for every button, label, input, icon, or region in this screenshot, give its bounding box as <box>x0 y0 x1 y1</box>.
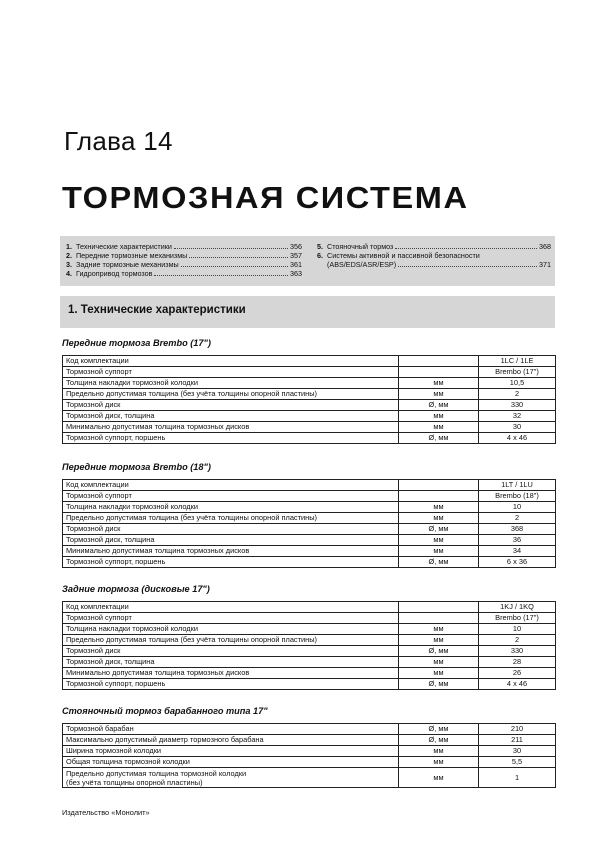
row-label: Тормозной диск <box>63 400 399 411</box>
row-label <box>63 768 399 788</box>
table-row <box>63 668 556 679</box>
toc-item[interactable] <box>317 242 551 251</box>
row-label: Тормозной суппорт <box>63 367 399 378</box>
toc-num: 5. <box>317 242 323 251</box>
row-label: Тормозной суппорт, поршень <box>63 679 399 690</box>
row-unit: Ø, мм <box>399 557 479 568</box>
toc-item[interactable] <box>66 251 302 260</box>
toc-column-right <box>317 242 551 269</box>
row-value: 1LC / 1LE <box>479 356 556 367</box>
toc-num: 4. <box>66 269 72 278</box>
row-value: 32 <box>479 411 556 422</box>
row-value: Brembo (17") <box>479 367 556 378</box>
row-value: 211 <box>479 735 556 746</box>
publisher-footer: Издательство «Монолит» <box>62 808 150 817</box>
toc-num: 1. <box>66 242 72 251</box>
row-unit: мм <box>399 389 479 400</box>
row-label: Предельно допустимая толщина (без учёта толщины опорной пластины) <box>63 635 399 646</box>
toc-text: Гидропривод тормозов <box>76 269 153 278</box>
row-value: 6 x 36 <box>479 557 556 568</box>
row-value: 30 <box>479 746 556 757</box>
toc-leader <box>174 248 288 249</box>
row-unit: мм <box>399 624 479 635</box>
row-value: 26 <box>479 668 556 679</box>
row-unit: мм <box>399 535 479 546</box>
row-label: Тормозной барабан <box>63 724 399 735</box>
row-unit: Ø, мм <box>399 735 479 746</box>
row-value: 2 <box>479 513 556 524</box>
toc-leader <box>395 248 537 249</box>
table-row <box>63 502 556 513</box>
row-label: Тормозной суппорт, поршень <box>63 557 399 568</box>
row-value: 5,5 <box>479 757 556 768</box>
table-row <box>63 513 556 524</box>
table-row <box>63 480 556 491</box>
toc-num: 2. <box>66 251 72 260</box>
row-value: 34 <box>479 546 556 557</box>
row-value: 1 <box>479 768 556 788</box>
row-unit: мм <box>399 768 479 788</box>
row-label: Тормозной суппорт <box>63 491 399 502</box>
row-label: Толщина накладки тормозной колодки <box>63 378 399 389</box>
toc-num: 3. <box>66 260 72 269</box>
toc-text: (ABS/EDS/ASR/ESP) <box>327 260 397 269</box>
table-row <box>63 735 556 746</box>
row-value: 330 <box>479 646 556 657</box>
row-value: 36 <box>479 535 556 546</box>
table-row <box>63 613 556 624</box>
spec-table <box>62 723 556 788</box>
row-unit: мм <box>399 635 479 646</box>
table-row <box>63 657 556 668</box>
row-unit: мм <box>399 513 479 524</box>
toc-num: 6. <box>317 251 323 260</box>
row-value: 2 <box>479 389 556 400</box>
toc-page: 357 <box>290 251 302 260</box>
table-row <box>63 524 556 535</box>
row-value: 10 <box>479 502 556 513</box>
spec-table <box>62 479 556 568</box>
row-label: Предельно допустимая толщина (без учёта толщины опорной пластины) <box>63 389 399 400</box>
row-label: Тормозной диск, толщина <box>63 411 399 422</box>
table-row <box>63 624 556 635</box>
toc-item[interactable] <box>66 269 302 278</box>
toc-page: 363 <box>290 269 302 278</box>
toc-page: 356 <box>290 242 302 251</box>
table-of-contents <box>60 236 555 286</box>
row-unit: мм <box>399 422 479 433</box>
chapter-label: Глава 14 <box>64 126 173 156</box>
row-value: 10 <box>479 624 556 635</box>
table-row <box>63 400 556 411</box>
table-row <box>63 646 556 657</box>
row-label: Минимально допустимая толщина тормозных дисков <box>63 668 399 679</box>
row-label: Толщина накладки тормозной колодки <box>63 502 399 513</box>
row-unit: Ø, мм <box>399 679 479 690</box>
toc-leader <box>181 266 288 267</box>
row-label-line1: Предельно допустимая толщина тормозной колодки <box>66 768 247 778</box>
row-label-line2: (без учёта толщины опорной пластины) <box>66 777 203 787</box>
table-heading: Передние тормоза Brembo (18") <box>62 462 211 472</box>
table-row <box>63 491 556 502</box>
row-unit: мм <box>399 546 479 557</box>
table-row <box>63 757 556 768</box>
row-unit: мм <box>399 657 479 668</box>
row-label: Тормозной диск, толщина <box>63 657 399 668</box>
toc-text: Передние тормозные механизмы <box>76 251 188 260</box>
row-unit: мм <box>399 757 479 768</box>
row-label: Общая толщина тормозной колодки <box>63 757 399 768</box>
row-label: Код комплектации <box>63 602 399 613</box>
toc-item-continuation[interactable] <box>317 260 551 269</box>
row-unit <box>399 613 479 624</box>
row-unit: Ø, мм <box>399 433 479 444</box>
row-unit <box>399 602 479 613</box>
row-value: 4 x 46 <box>479 679 556 690</box>
row-label: Код комплектации <box>63 356 399 367</box>
toc-text: Задние тормозные механизмы <box>76 260 179 269</box>
toc-text: Системы активной и пассивной безопасности <box>327 251 480 260</box>
table-row <box>63 546 556 557</box>
table-row <box>63 635 556 646</box>
table-row <box>63 557 556 568</box>
row-unit: мм <box>399 746 479 757</box>
row-unit: мм <box>399 411 479 422</box>
row-label: Предельно допустимая толщина (без учёта толщины опорной пластины) <box>63 513 399 524</box>
row-unit <box>399 367 479 378</box>
table-row <box>63 746 556 757</box>
toc-text: Стояночный тормоз <box>327 242 394 251</box>
row-unit: мм <box>399 502 479 513</box>
table-row <box>63 422 556 433</box>
toc-page: 368 <box>539 242 551 251</box>
row-label: Ширина тормозной колодки <box>63 746 399 757</box>
row-unit <box>399 356 479 367</box>
table-row <box>63 378 556 389</box>
row-label: Код комплектации <box>63 480 399 491</box>
page-title: ТОРМОЗНАЯ СИСТЕМА <box>62 180 469 215</box>
table-row <box>63 411 556 422</box>
row-value: 30 <box>479 422 556 433</box>
spec-table <box>62 355 556 444</box>
row-value: 330 <box>479 400 556 411</box>
spec-table <box>62 601 556 690</box>
section-title: 1. Технические характеристики <box>68 304 246 316</box>
toc-column-left <box>66 242 302 278</box>
row-value: Brembo (18") <box>479 491 556 502</box>
row-value: 1LT / 1LU <box>479 480 556 491</box>
row-label: Тормозной диск, толщина <box>63 535 399 546</box>
row-value: 4 x 46 <box>479 433 556 444</box>
table-row <box>63 356 556 367</box>
row-label: Максимально допустимый диаметр тормозного барабана <box>63 735 399 746</box>
row-label: Тормозной суппорт, поршень <box>63 433 399 444</box>
toc-leader <box>189 257 288 258</box>
row-label: Тормозной диск <box>63 524 399 535</box>
table-row <box>63 724 556 735</box>
row-value: 2 <box>479 635 556 646</box>
table-row <box>63 433 556 444</box>
table-row <box>63 602 556 613</box>
table-row <box>63 768 556 788</box>
toc-page: 361 <box>290 260 302 269</box>
table-row <box>63 367 556 378</box>
row-value: Brembo (17") <box>479 613 556 624</box>
row-value: 10,5 <box>479 378 556 389</box>
toc-item[interactable] <box>66 242 302 251</box>
row-unit: мм <box>399 378 479 389</box>
row-label: Тормозной диск <box>63 646 399 657</box>
row-unit <box>399 491 479 502</box>
row-value: 1KJ / 1KQ <box>479 602 556 613</box>
table-heading: Задние тормоза (дисковые 17") <box>62 584 210 594</box>
row-value: 368 <box>479 524 556 535</box>
table-heading: Стояночный тормоз барабанного типа 17" <box>62 706 268 716</box>
row-value: 28 <box>479 657 556 668</box>
row-label: Минимально допустимая толщина тормозных дисков <box>63 422 399 433</box>
table-heading: Передние тормоза Brembo (17") <box>62 338 211 348</box>
toc-leader <box>398 266 537 267</box>
row-unit: Ø, мм <box>399 524 479 535</box>
toc-text: Технические характеристики <box>76 242 172 251</box>
section-header <box>60 296 555 328</box>
toc-leader <box>154 275 288 276</box>
row-label: Тормозной суппорт <box>63 613 399 624</box>
table-row <box>63 679 556 690</box>
row-label: Толщина накладки тормозной колодки <box>63 624 399 635</box>
row-unit <box>399 480 479 491</box>
toc-item[interactable] <box>317 251 551 260</box>
row-unit: Ø, мм <box>399 646 479 657</box>
toc-page: 371 <box>539 260 551 269</box>
toc-item[interactable] <box>66 260 302 269</box>
row-label: Минимально допустимая толщина тормозных дисков <box>63 546 399 557</box>
table-row <box>63 535 556 546</box>
row-value: 210 <box>479 724 556 735</box>
row-unit: мм <box>399 668 479 679</box>
table-row <box>63 389 556 400</box>
row-unit: Ø, мм <box>399 400 479 411</box>
row-unit: Ø, мм <box>399 724 479 735</box>
